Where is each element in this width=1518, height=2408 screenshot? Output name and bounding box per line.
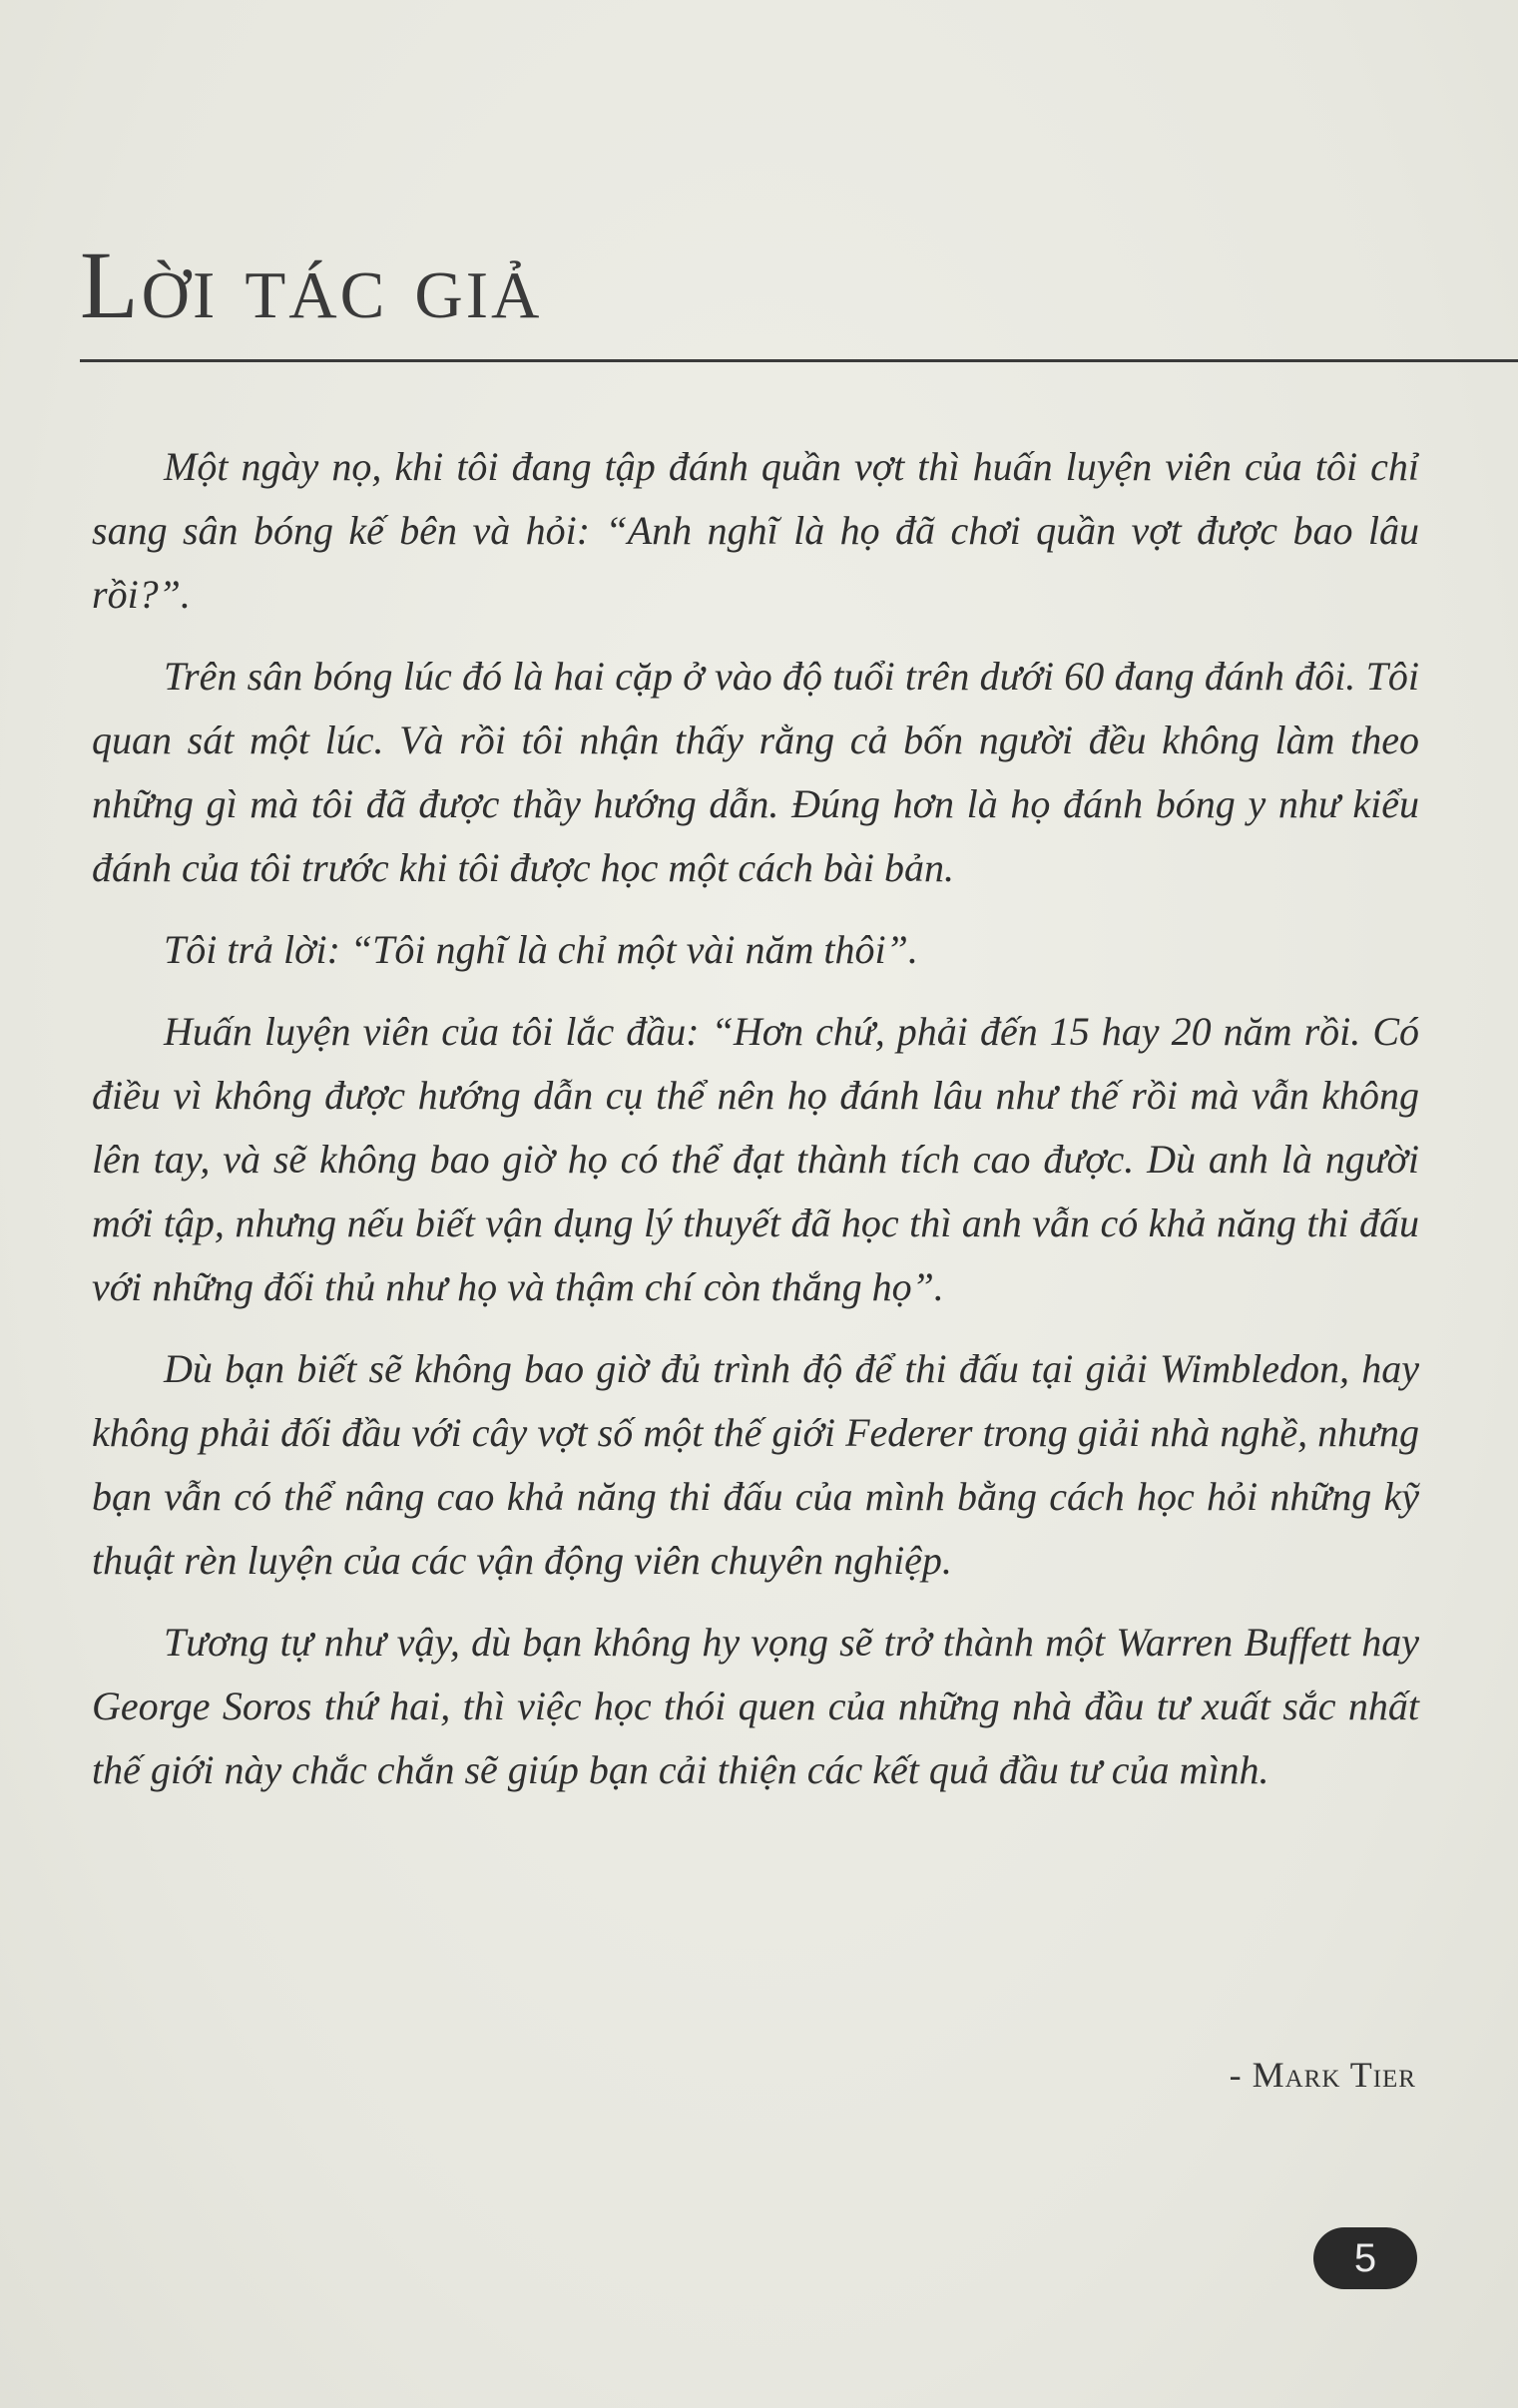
preface-body	[92, 435, 1419, 1820]
paragraph-4: Huấn luyện viên của tôi lắc đầu: “Hơn chứ, phải đến 15 hay 20 năm rồi. Có điều vì không được hướng dẫn cụ thể nên họ đánh lâu như thế rồi mà vẫn không lên tay, và sẽ không bao giờ họ có thể đạt thành tích cao được. Dù anh là người mới tập, nhưng nếu biết vận dụng lý thuyết đã học thì anh vẫn có khả năng thi đấu với những đối thủ như họ và thậm chí còn thắng họ”.	[92, 1009, 1419, 1309]
paragraph-6: Tương tự như vậy, dù bạn không hy vọng sẽ trở thành một Warren Buffett hay George Soros thứ hai, thì việc học thói quen của những nhà đầu tư xuất sắc nhất thế giới này chắc chắn sẽ giúp bạn cải thiện các kết quả đầu tư của mình.	[92, 1620, 1419, 1792]
paragraph-5: Dù bạn biết sẽ không bao giờ đủ trình độ để thi đấu tại giải Wimbledon, hay không phải đối đầu với cây vợt số một thế giới Federer trong giải nhà nghề, nhưng bạn vẫn có thể nâng cao khả năng thi đấu của mình bằng cách học hỏi những kỹ thuật rèn luyện của các vận động viên chuyên nghiệp.	[92, 1346, 1419, 1583]
paragraph-2: Trên sân bóng lúc đó là hai cặp ở vào độ tuổi trên dưới 60 đang đánh đôi. Tôi quan sát một lúc. Và rồi tôi nhận thấy rằng cả bốn người đều không làm theo những gì mà tôi đã được thầy hướng dẫn. Đúng hơn là họ đánh bóng y như kiểu đánh của tôi trước khi tôi được học một cách bài bản.	[92, 654, 1419, 890]
title-underline-rule	[80, 359, 1518, 362]
author-signature: - Mark Tier	[1229, 2055, 1416, 2095]
page-number-badge: 5	[1313, 2227, 1417, 2289]
paragraph-1: Một ngày nọ, khi tôi đang tập đánh quần vợt thì huấn luyện viên của tôi chỉ sang sân bóng kế bên và hỏi: “Anh nghĩ là họ đã chơi quần vợt được bao lâu rồi?”.	[92, 444, 1419, 617]
paragraph-3: Tôi trả lời: “Tôi nghĩ là chỉ một vài năm thôi”.	[164, 927, 918, 972]
chapter-title: Lời tác giả	[80, 232, 543, 338]
